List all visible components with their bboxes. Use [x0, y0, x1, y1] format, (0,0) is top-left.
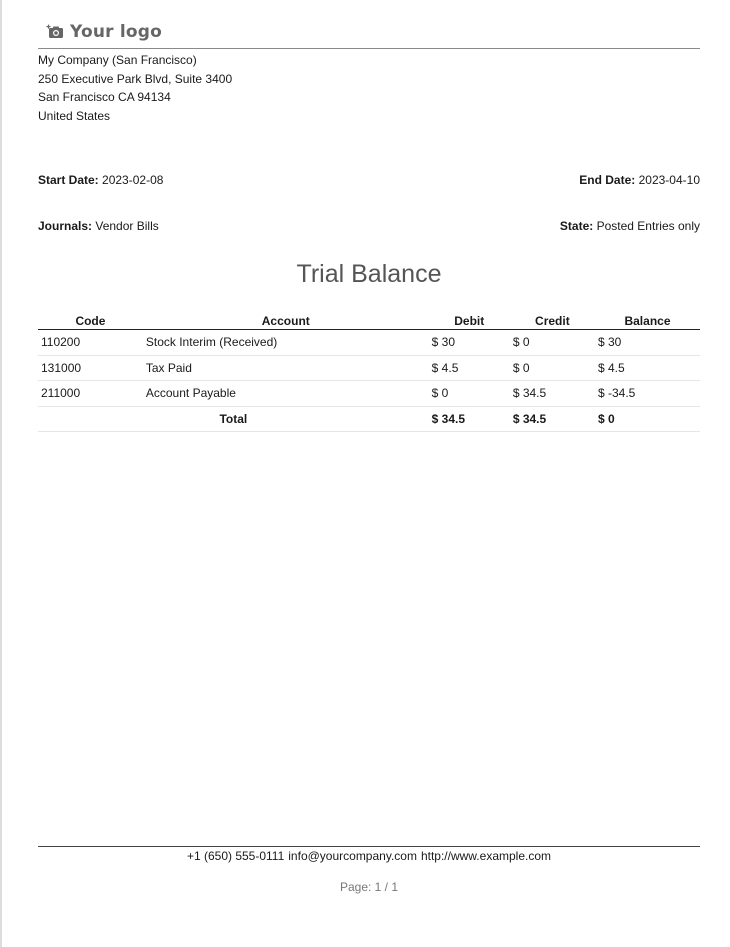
- end-date-label: End Date:: [579, 173, 636, 187]
- company-logo: [46, 20, 162, 44]
- end-date-value: 2023-04-10: [638, 173, 700, 187]
- journals-value: Vendor Bills: [95, 219, 159, 233]
- row-account: Stock Interim (Received): [143, 330, 429, 356]
- company-name: My Company (San Francisco): [38, 53, 197, 67]
- row-credit: $ 0: [510, 355, 595, 381]
- journal-state-filters: [38, 219, 700, 233]
- footer-website: http://www.example.com: [420, 849, 552, 863]
- journals: [38, 219, 159, 233]
- camera-add-icon: [46, 24, 64, 40]
- total-credit: $ 34.5: [510, 406, 595, 432]
- row-code: 131000: [38, 355, 143, 381]
- start-date-label: Start Date:: [38, 173, 99, 187]
- total-balance: $ 0: [595, 406, 700, 432]
- footer-contact: [38, 849, 700, 863]
- total-label: Total: [38, 406, 429, 432]
- total-row: [38, 406, 700, 432]
- row-balance: $ 4.5: [595, 355, 700, 381]
- state-value: Posted Entries only: [596, 219, 700, 233]
- row-account: Tax Paid: [143, 355, 429, 381]
- header-divider: [38, 48, 700, 49]
- row-credit: $ 0: [510, 330, 595, 356]
- report-title: Trial Balance: [296, 260, 442, 288]
- footer-email: info@yourcompany.com: [288, 849, 417, 863]
- row-code: 211000: [38, 381, 143, 407]
- state-label: State:: [559, 219, 594, 233]
- start-date-value: 2023-02-08: [102, 173, 164, 187]
- row-balance: $ -34.5: [595, 381, 700, 407]
- state: [560, 219, 700, 233]
- row-code: 110200: [38, 330, 143, 356]
- header-balance: Balance: [595, 312, 700, 330]
- header-code: Code: [38, 312, 143, 330]
- row-debit: $ 0: [429, 381, 510, 407]
- header-debit: Debit: [429, 312, 510, 330]
- date-filters: [38, 173, 700, 187]
- company-street: 250 Executive Park Blvd, Suite 3400: [38, 71, 233, 86]
- row-debit: $ 4.5: [429, 355, 510, 381]
- table-row: [38, 330, 700, 356]
- row-balance: $ 30: [595, 330, 700, 356]
- page-left-edge: [0, 0, 2, 947]
- total-debit: $ 34.5: [429, 406, 510, 432]
- row-credit: $ 34.5: [510, 381, 595, 407]
- page-number: Page: 1 / 1: [339, 880, 399, 894]
- company-country: United States: [38, 108, 111, 123]
- trial-balance-table: [38, 312, 700, 432]
- row-account: Account Payable: [143, 381, 429, 407]
- header-credit: Credit: [510, 312, 595, 330]
- footer-phone: +1 (650) 555-0111: [186, 849, 285, 863]
- start-date: [38, 173, 163, 187]
- table-row: [38, 381, 700, 407]
- logo-text: Your logo: [70, 22, 162, 42]
- row-debit: $ 30: [429, 330, 510, 356]
- table-header-row: [38, 312, 700, 330]
- header-account: Account: [143, 312, 429, 330]
- company-address: [38, 51, 232, 125]
- footer-divider: [38, 846, 700, 847]
- end-date: [579, 173, 700, 187]
- company-city: San Francisco CA 94134: [38, 90, 171, 104]
- table-row: [38, 355, 700, 381]
- journals-label: Journals:: [38, 219, 93, 233]
